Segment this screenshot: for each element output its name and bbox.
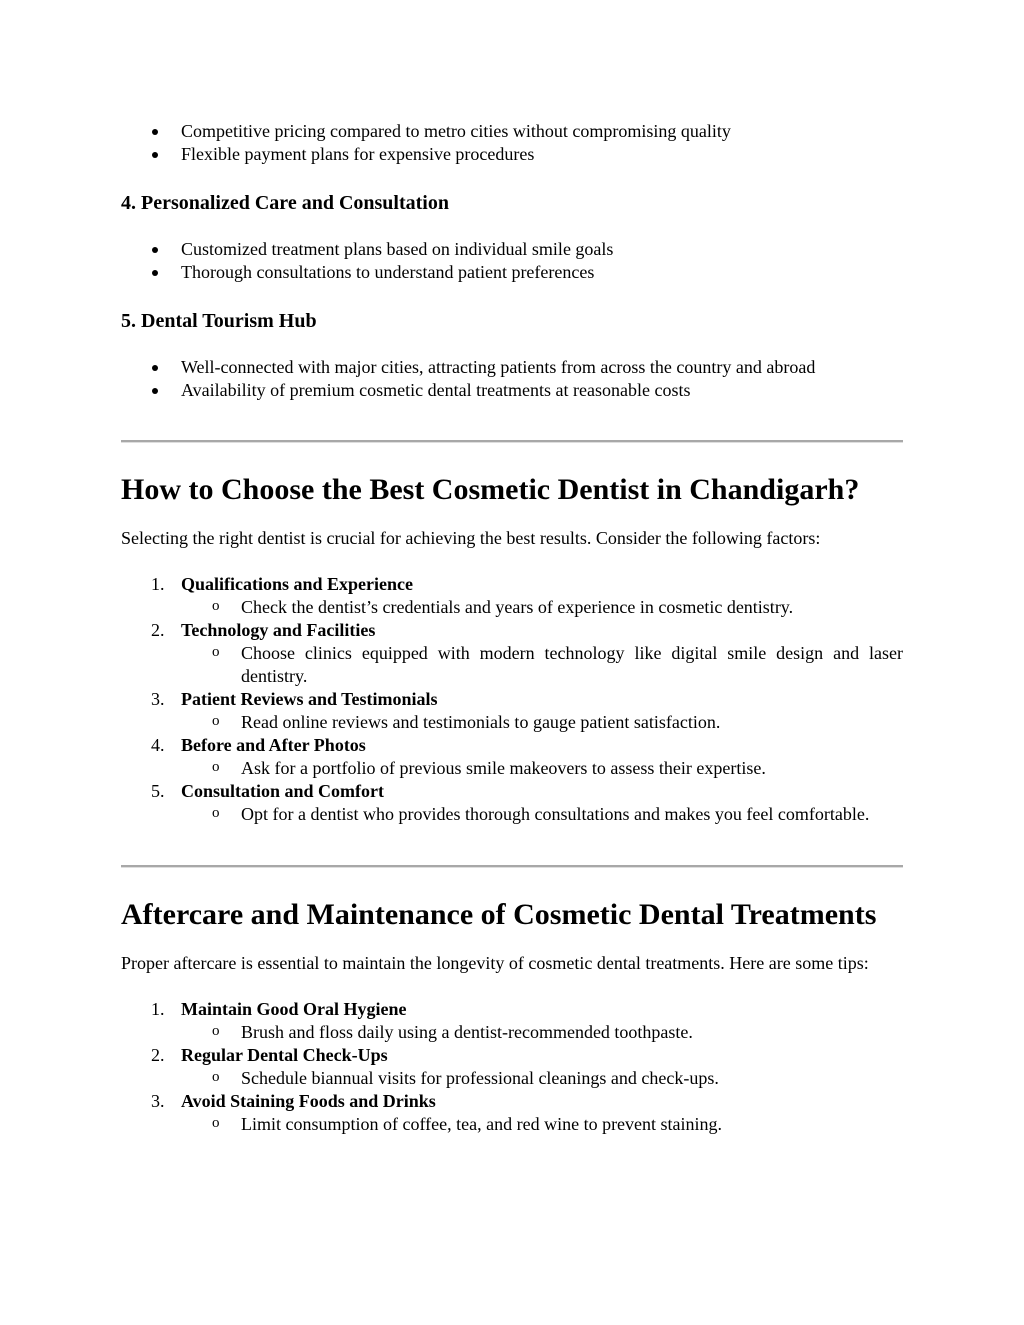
list-item — [121, 1090, 903, 1113]
list-item — [121, 356, 903, 379]
sub-list-item-text: Opt for a dentist who provides thorough consultations and makes you feel comfortable. — [241, 804, 870, 824]
circle-bullet-icon: o — [212, 759, 220, 775]
list-item — [121, 238, 903, 261]
item-number: 2. — [151, 1045, 165, 1065]
item-title: Qualifications and Experience — [181, 574, 414, 594]
list-item — [121, 780, 903, 803]
section5-bullet-list — [121, 356, 903, 402]
sub-list-wrapper — [121, 1021, 903, 1044]
item-title: Maintain Good Oral Hygiene — [181, 999, 407, 1019]
sub-list-item-text: Read online reviews and testimonials to gauge patient satisfaction. — [241, 712, 721, 732]
sub-list-wrapper — [121, 757, 903, 780]
sub-list-item — [121, 803, 903, 826]
sub-list-item-text: Check the dentist’s credentials and years of experience in cosmetic dentistry. — [241, 597, 794, 617]
bullet-icon — [152, 129, 158, 135]
circle-bullet-icon: o — [212, 805, 220, 821]
item-title: Technology and Facilities — [181, 620, 376, 640]
item-number: 1. — [151, 999, 165, 1019]
circle-bullet-icon: o — [212, 1115, 220, 1131]
list-item-text: Thorough consultations to understand patient preferences — [181, 262, 595, 282]
section4-heading: 4. Personalized Care and Consultation — [121, 192, 449, 214]
list-item — [121, 619, 903, 642]
list-item — [121, 998, 903, 1021]
sub-list-wrapper — [121, 1113, 903, 1136]
sub-list-item-text: Brush and floss daily using a dentist-recommended toothpaste. — [241, 1022, 693, 1042]
sub-list-item-text: Choose clinics equipped with modern technology like digital smile design and laser dentistry. — [241, 643, 903, 686]
sub-list — [121, 596, 903, 619]
choose-factor-list — [121, 573, 903, 826]
intro-bullet-list — [121, 120, 903, 166]
aftercare-tip-list — [121, 998, 903, 1136]
sub-list-wrapper — [121, 711, 903, 734]
horizontal-divider — [121, 865, 903, 868]
bullet-icon — [152, 152, 158, 158]
sub-list-item — [121, 1021, 903, 1044]
sub-list-item-text: Ask for a portfolio of previous smile makeovers to assess their expertise. — [241, 758, 766, 778]
bullet-icon — [152, 365, 158, 371]
item-title: Consultation and Comfort — [181, 781, 385, 801]
sub-list-item — [121, 642, 903, 688]
section5-heading: 5. Dental Tourism Hub — [121, 310, 317, 332]
sub-list — [121, 757, 903, 780]
list-item-text: Flexible payment plans for expensive procedures — [181, 144, 535, 164]
sub-list-wrapper — [121, 596, 903, 619]
sub-list — [121, 803, 903, 826]
horizontal-divider — [121, 440, 903, 443]
sub-list — [121, 1021, 903, 1044]
sub-list-item — [121, 1067, 903, 1090]
bullet-icon — [152, 270, 158, 276]
choose-heading: How to Choose the Best Cosmetic Dentist in Chandigarh? — [121, 473, 860, 506]
item-title: Before and After Photos — [181, 735, 366, 755]
item-number: 3. — [151, 689, 165, 709]
sub-list-item-text: Limit consumption of coffee, tea, and red wine to prevent staining. — [241, 1114, 723, 1134]
list-item — [121, 734, 903, 757]
list-item-text: Availability of premium cosmetic dental treatments at reasonable costs — [181, 380, 691, 400]
list-item — [121, 573, 903, 596]
item-number: 4. — [151, 735, 165, 755]
item-number: 5. — [151, 781, 165, 801]
list-item — [121, 261, 903, 284]
circle-bullet-icon: o — [212, 598, 220, 614]
section4-bullet-list — [121, 238, 903, 284]
sub-list-item — [121, 757, 903, 780]
aftercare-intro: Proper aftercare is essential to maintain the longevity of cosmetic dental treatments. Here are some tips: — [121, 953, 869, 973]
list-item-text: Well-connected with major cities, attracting patients from across the country and abroad — [181, 357, 816, 377]
list-item — [121, 120, 903, 143]
list-item — [121, 379, 903, 402]
item-title: Patient Reviews and Testimonials — [181, 689, 438, 709]
item-title: Regular Dental Check-Ups — [181, 1045, 388, 1065]
sub-list — [121, 711, 903, 734]
list-item-text: Competitive pricing compared to metro cities without compromising quality — [181, 121, 731, 141]
circle-bullet-icon: o — [212, 1023, 220, 1039]
item-title: Avoid Staining Foods and Drinks — [181, 1091, 436, 1111]
circle-bullet-icon: o — [212, 1069, 220, 1085]
circle-bullet-icon: o — [212, 713, 220, 729]
list-item — [121, 688, 903, 711]
bullet-icon — [152, 388, 158, 394]
sub-list — [121, 642, 903, 688]
item-number: 1. — [151, 574, 165, 594]
sub-list-wrapper — [121, 803, 903, 826]
item-number: 2. — [151, 620, 165, 640]
aftercare-heading: Aftercare and Maintenance of Cosmetic Dental Treatments — [121, 898, 877, 931]
sub-list-item — [121, 711, 903, 734]
choose-intro: Selecting the right dentist is crucial for achieving the best results. Consider the following factors: — [121, 528, 821, 548]
sub-list-item — [121, 1113, 903, 1136]
circle-bullet-icon: o — [212, 644, 220, 660]
list-item — [121, 143, 903, 166]
document-page — [121, 120, 903, 1136]
sub-list — [121, 1113, 903, 1136]
item-number: 3. — [151, 1091, 165, 1111]
sub-list-wrapper — [121, 642, 903, 688]
list-item — [121, 1044, 903, 1067]
sub-list-item-text: Schedule biannual visits for professional cleanings and check-ups. — [241, 1068, 719, 1088]
bullet-icon — [152, 247, 158, 253]
list-item-text: Customized treatment plans based on individual smile goals — [181, 239, 614, 259]
sub-list-item — [121, 596, 903, 619]
sub-list — [121, 1067, 903, 1090]
sub-list-wrapper — [121, 1067, 903, 1090]
